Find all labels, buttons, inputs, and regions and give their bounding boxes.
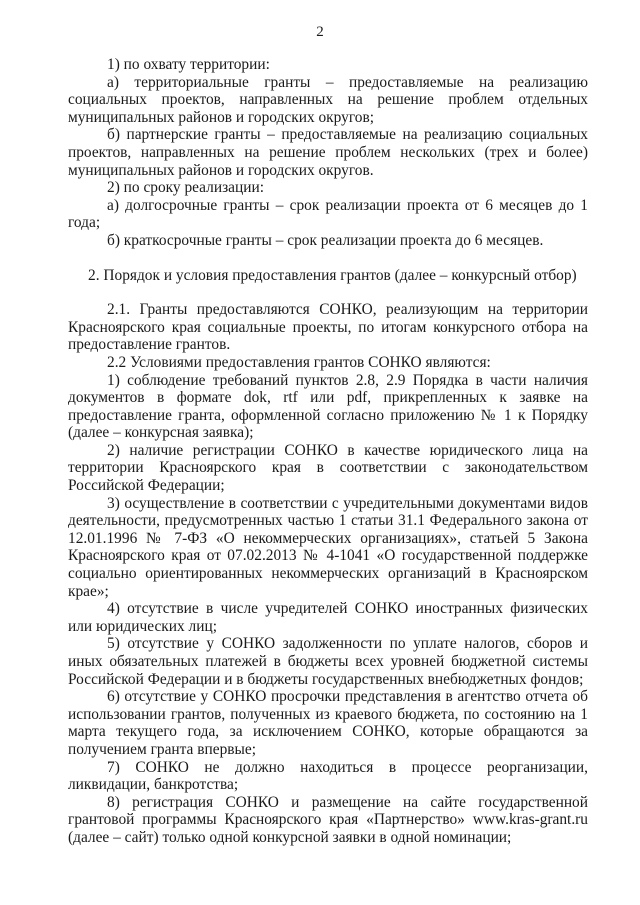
paragraph: 6) отсутствие у СОНКО просрочки представления в агентство отчета об использовании грантов, полученных из краевого бюджета, по состоянию на 1 марта текущего года, за исключением СОНКО, которые обращаются за получением гранта впервые; [68, 688, 588, 758]
paragraph: 1) соблюдение требований пунктов 2.8, 2.9 Порядка в части наличия документов в формате dok, rtf или pdf, прикрепленных к заявке на предоставление гранта, оформленной согласно приложению № 1 к Порядку (далее – конкурсная заявка); [68, 371, 588, 442]
document-body [68, 56, 588, 847]
paragraph: 8) регистрация СОНКО и размещение на сайте государственной грантовой программы Красноярского края «Партнерство» www.kras-grant.ru (далее – сайт) только одной конкурсной заявки в одной номинации; [68, 793, 588, 846]
section-heading: 2. Порядок и условия предоставления грантов (далее – конкурсный отбор) [88, 266, 577, 284]
paragraph: 3) осуществление в соответствии с учредительными документами видов деятельности, предусмотренных частью 1 статьи 31.1 Федерального закона от 12.01.1996 № 7-ФЗ «О некоммерческих организациях», статьей 5 Закона Красноярского края от 07.02.2013 № 4-1041 «О государственной поддержке социально ориентированных некоммерческих организаций в Красноярском крае»; [68, 494, 588, 600]
page-number: 2 [316, 24, 324, 40]
paragraph: 2) наличие регистрации СОНКО в качестве юридического лица на территории Красноярского края в соответствии с законодательством Российской Федерации; [68, 441, 588, 495]
paragraph: 2.1. Гранты предоставляются СОНКО, реализующим на территории Красноярского края социальные проекты, по итогам конкурсного отбора на предоставление грантов. [68, 301, 588, 354]
paragraph: 7) СОНКО не должно находиться в процессе реорганизации, ликвидации, банкротства; [68, 758, 588, 794]
paragraph: 2.2 Условиями предоставления грантов СОНКО являются: [107, 353, 491, 371]
paragraph: а) долгосрочные гранты – срок реализации проекта от 6 месяцев до 1 года; [68, 196, 588, 232]
paragraph: б) партнерские гранты – предоставляемые на реализацию социальных проектов, направленных на решение проблем нескольких (трех и более) муниципальных районов и городских округов. [68, 126, 588, 179]
paragraph: 1) по охвату территории: [107, 56, 270, 73]
paragraph: 5) отсутствие у СОНКО задолженности по уплате налогов, сборов и иных обязательных платежей в бюджеты всех уровней бюджетной системы Российской Федерации и в бюджеты государственных внебюджетных фондов; [68, 635, 588, 688]
paragraph: а) территориальные гранты – предоставляемые на реализацию социальных проектов, направленных на решение проблем отдельных муниципальных районов и городских округов; [68, 73, 588, 126]
paragraph: 4) отсутствие в числе учредителей СОНКО иностранных физических или юридических лиц; [68, 600, 588, 635]
paragraph: 2) по сроку реализации: [107, 179, 264, 197]
paragraph: б) краткосрочные гранты – срок реализации проекта до 6 месяцев. [107, 231, 544, 249]
spacer [68, 284, 588, 301]
spacer [68, 250, 588, 267]
